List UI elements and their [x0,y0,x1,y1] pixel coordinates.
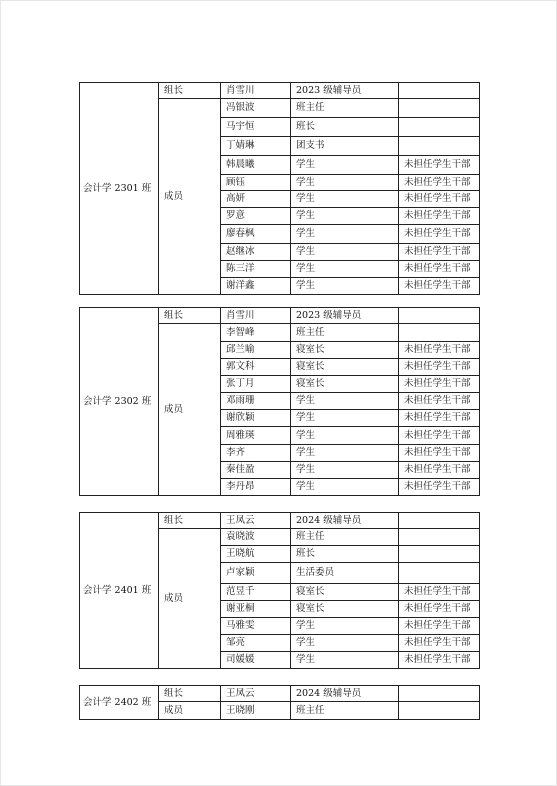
name-cell: 范昱千 [221,584,291,601]
position-cell: 班长 [291,118,399,137]
position-cell: 2024 级辅导员 [291,513,399,529]
name-cell: 廖春枫 [221,225,291,244]
position-cell: 学生 [291,445,399,462]
position-cell: 学生 [291,175,399,191]
note-cell: 未担任学生干部 [399,376,480,393]
name-cell: 卢家颖 [221,563,291,584]
note-cell [399,702,480,720]
role-leader-cell: 组长 [159,83,221,99]
position-cell: 寝室长 [291,342,399,359]
name-cell: 赵继冰 [221,244,291,261]
name-cell: 马雅雯 [221,618,291,635]
name-cell: 马宇恒 [221,118,291,137]
note-cell [399,118,480,137]
note-cell [399,324,480,342]
name-cell: 顾钰 [221,175,291,191]
name-cell: 罗意 [221,208,291,225]
class-name-cell: 会计学 2302 班 [80,308,159,496]
position-cell: 班长 [291,546,399,563]
class-group-table [79,685,480,720]
note-cell: 未担任学生干部 [399,175,480,191]
name-cell: 周雅瑛 [221,427,291,445]
name-cell: 谢亚桐 [221,601,291,618]
name-cell: 冯银波 [221,99,291,118]
position-cell: 学生 [291,208,399,225]
note-cell: 未担任学生干部 [399,427,480,445]
note-cell: 未担任学生干部 [399,479,480,496]
name-cell: 邱兰喻 [221,342,291,359]
class-group-table [79,82,480,295]
name-cell: 李丹昂 [221,479,291,496]
note-cell: 未担任学生干部 [399,393,480,410]
name-cell: 张丁月 [221,376,291,393]
position-cell: 学生 [291,427,399,445]
note-cell [399,563,480,584]
name-cell: 王凤云 [221,686,291,702]
position-cell: 学生 [291,479,399,496]
position-cell: 班主任 [291,324,399,342]
name-cell: 邓雨珊 [221,393,291,410]
note-cell: 未担任学生干部 [399,261,480,278]
position-cell: 学生 [291,225,399,244]
note-cell [399,137,480,156]
name-cell: 谢欣颖 [221,410,291,427]
note-cell: 未担任学生干部 [399,618,480,635]
position-cell: 学生 [291,244,399,261]
table-row [80,513,480,529]
note-cell: 未担任学生干部 [399,278,480,295]
note-cell [399,686,480,702]
name-cell: 郭文科 [221,359,291,376]
note-cell [399,513,480,529]
position-cell: 班主任 [291,99,399,118]
name-cell: 袁晓波 [221,529,291,546]
role-member-cell: 成员 [159,529,221,669]
note-cell: 未担任学生干部 [399,462,480,479]
position-cell: 寝室长 [291,376,399,393]
note-cell: 未担任学生干部 [399,445,480,462]
class-name-cell: 会计学 2402 班 [80,686,159,720]
note-cell: 未担任学生干部 [399,410,480,427]
position-cell: 班主任 [291,529,399,546]
position-cell: 寝室长 [291,359,399,376]
position-cell: 生活委员 [291,563,399,584]
name-cell: 谢洋鑫 [221,278,291,295]
name-cell: 邹亮 [221,635,291,652]
name-cell: 王凤云 [221,513,291,529]
note-cell: 未担任学生干部 [399,601,480,618]
position-cell: 团支书 [291,137,399,156]
note-cell [399,529,480,546]
class-name-cell: 会计学 2401 班 [80,513,159,669]
position-cell: 学生 [291,191,399,208]
position-cell: 学生 [291,278,399,295]
note-cell: 未担任学生干部 [399,191,480,208]
role-leader-cell: 组长 [159,308,221,324]
position-cell: 2023 级辅导员 [291,308,399,324]
role-leader-cell: 组长 [159,686,221,702]
name-cell: 肖雪川 [221,308,291,324]
name-cell: 李齐 [221,445,291,462]
name-cell: 韩晨曦 [221,156,291,175]
note-cell [399,99,480,118]
note-cell: 未担任学生干部 [399,652,480,669]
class-group-table [79,307,480,496]
position-cell: 学生 [291,156,399,175]
position-cell: 2023 级辅导员 [291,83,399,99]
position-cell: 寝室长 [291,601,399,618]
note-cell: 未担任学生干部 [399,584,480,601]
table-row [80,308,480,324]
name-cell: 秦佳盈 [221,462,291,479]
position-cell: 2024 级辅导员 [291,686,399,702]
role-member-cell: 成员 [159,99,221,295]
position-cell: 学生 [291,393,399,410]
note-cell: 未担任学生干部 [399,342,480,359]
position-cell: 学生 [291,618,399,635]
note-cell: 未担任学生干部 [399,208,480,225]
name-cell: 肖雪川 [221,83,291,99]
name-cell: 丁婧琳 [221,137,291,156]
position-cell: 学生 [291,410,399,427]
role-member-cell: 成员 [159,324,221,496]
name-cell: 司媛媛 [221,652,291,669]
class-name-cell: 会计学 2301 班 [80,83,159,295]
position-cell: 班主任 [291,702,399,720]
position-cell: 学生 [291,652,399,669]
class-group-table [79,512,480,669]
table-row [80,83,480,99]
note-cell: 未担任学生干部 [399,225,480,244]
note-cell [399,83,480,99]
name-cell: 李智峰 [221,324,291,342]
note-cell [399,546,480,563]
note-cell: 未担任学生干部 [399,635,480,652]
note-cell: 未担任学生干部 [399,156,480,175]
name-cell: 高妍 [221,191,291,208]
name-cell: 王晓刚 [221,702,291,720]
name-cell: 王晓航 [221,546,291,563]
position-cell: 寝室长 [291,584,399,601]
name-cell: 陈三洋 [221,261,291,278]
position-cell: 学生 [291,261,399,278]
position-cell: 学生 [291,462,399,479]
role-member-cell: 成员 [159,702,221,720]
table-row [80,686,480,702]
note-cell [399,308,480,324]
note-cell: 未担任学生干部 [399,244,480,261]
role-leader-cell: 组长 [159,513,221,529]
position-cell: 学生 [291,635,399,652]
note-cell: 未担任学生干部 [399,359,480,376]
